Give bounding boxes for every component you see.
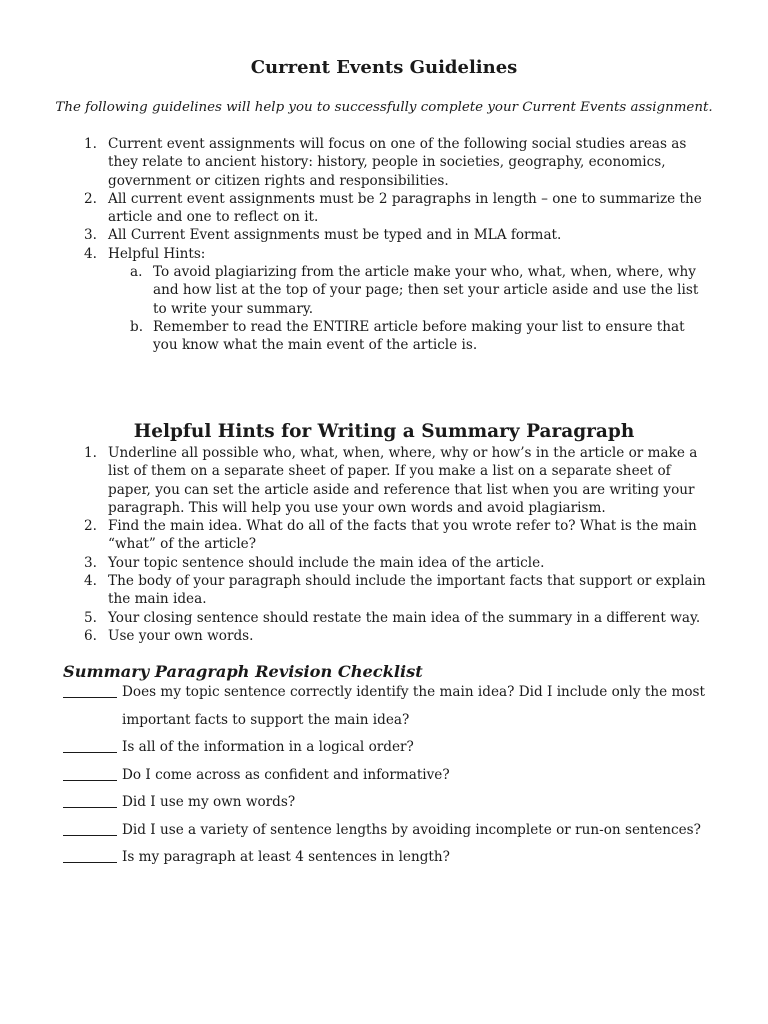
checklist-item (63, 792, 723, 820)
sublist-item (108, 263, 708, 318)
subitem-letter: a. (130, 264, 143, 281)
helpful-hints-sublist (108, 263, 708, 354)
item-text: Current event assignments will focus on one of the following social studies areas as they relate to ancient history: history, people in societies, geography, economics, government or citizen rights and responsibilities. (108, 136, 687, 189)
intro-text: The following guidelines will help you to successfully complete your Current Events assignment. (55, 100, 713, 115)
item-text: Your topic sentence should include the main idea of the article. (108, 554, 545, 571)
item-text: Find the main idea. What do all of the facts that you wrote refer to? What is the main “what” of the article? (108, 518, 697, 553)
check-blank-line (63, 765, 117, 781)
subitem-text: To avoid plagiarizing from the article make your who, what, when, where, why and how list at the top of your page; then set your article aside and use the list to write your summary. (153, 264, 699, 317)
checklist-item-text: Is my paragraph at least 4 sentences in length? (122, 849, 450, 865)
checklist-item-continuation: important facts to support the main idea? (122, 712, 410, 728)
checklist-item-text: Do I come across as confident and informative? (122, 766, 450, 783)
section-heading: Helpful Hints for Writing a Summary Paragraph (133, 421, 635, 442)
item-number: 4. (84, 573, 97, 590)
list-item (0, 609, 708, 627)
item-number: 3. (84, 227, 97, 244)
checklist-item-text: Does my topic sentence correctly identify the main idea? Did I include only the most (122, 684, 705, 700)
check-blank-line (63, 792, 117, 808)
item-number: 4. (84, 245, 97, 262)
checklist-item-text: Did I use a variety of sentence lengths by avoiding incomplete or run-on sentences? (122, 821, 701, 838)
item-text: The body of your paragraph should include the important facts that support or explain the main idea. (108, 573, 706, 608)
checklist-item (63, 737, 723, 765)
item-text: All Current Event assignments must be typed and in MLA format. (108, 227, 562, 244)
checklist-item (63, 682, 723, 737)
item-text: Helpful Hints: (108, 245, 206, 262)
item-number: 1. (84, 136, 97, 152)
sublist-item (108, 318, 708, 355)
check-blank-line (63, 847, 117, 863)
list-item (0, 627, 708, 645)
guidelines-list (0, 135, 708, 355)
check-blank-line (63, 682, 117, 698)
checklist-item-text: Is all of the information in a logical order? (122, 739, 414, 755)
item-text: Use your own words. (108, 627, 254, 644)
check-blank-line (63, 737, 117, 753)
checklist-item (63, 847, 723, 875)
subitem-text: Remember to read the ENTIRE article before making your list to ensure that you know what the main event of the article is. (153, 318, 685, 354)
checklist-item (63, 765, 723, 793)
subitem-letter: b. (130, 318, 144, 335)
item-number: 1. (84, 445, 97, 461)
item-text: Underline all possible who, what, when, where, why or how’s in the article or make a list of them on a separate sheet of paper. If you make a list on a separate sheet of paper, you can set the article aside and reference that list when you are writing your paragraph. This will help you use your own words and avoid plagiarism. (108, 445, 698, 516)
summary-hints-list (0, 444, 708, 645)
list-item (0, 554, 708, 572)
list-item (0, 517, 708, 554)
list-item (0, 190, 708, 227)
checklist-item (63, 820, 723, 848)
item-number: 2. (84, 190, 97, 207)
checklist-item-text: Did I use my own words? (122, 794, 296, 810)
item-text: All current event assignments must be 2 paragraphs in length – one to summarize the article and one to reflect on it. (108, 190, 702, 226)
list-item (0, 245, 708, 355)
item-number: 3. (84, 554, 97, 571)
item-text: Your closing sentence should restate the main idea of the summary in a different way. (108, 609, 701, 626)
revision-checklist (63, 682, 723, 875)
list-item (0, 135, 708, 190)
item-number: 5. (84, 609, 97, 626)
checklist-heading: Summary Paragraph Revision Checklist (63, 662, 423, 681)
item-number: 6. (84, 627, 97, 644)
check-blank-line (63, 820, 117, 836)
item-number: 2. (84, 518, 97, 535)
list-item (0, 444, 708, 517)
page-title: Current Events Guidelines (250, 57, 518, 78)
list-item (0, 572, 708, 609)
list-item (0, 226, 708, 244)
